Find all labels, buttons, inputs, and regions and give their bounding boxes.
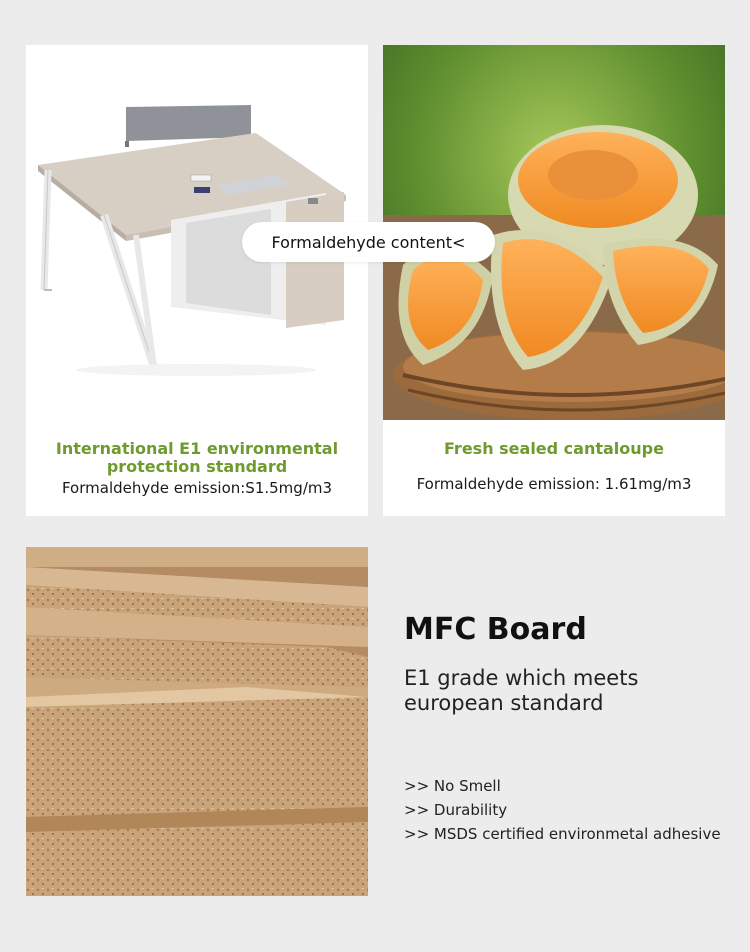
desk-caption-subtitle: Formaldehyde emission:S1.5mg/m3 <box>61 479 333 497</box>
mfc-board-title: MFC Board <box>404 612 587 647</box>
mfc-feature-list <box>404 774 734 846</box>
mfc-feature-item: >> MSDS certified environmetal adhesive <box>404 825 721 843</box>
mfc-feature-item: >> Durability <box>404 801 508 819</box>
mfc-board-description: E1 grade which meets european standard <box>404 666 639 715</box>
desk-caption <box>26 440 368 498</box>
cantaloupe-caption <box>383 440 725 494</box>
particle-board-image <box>26 547 368 896</box>
desk-caption-title: International E1 environmental protection standard <box>55 439 339 476</box>
desk-card <box>26 45 368 516</box>
formaldehyde-comparison-label: Formaldehyde content< <box>242 222 495 262</box>
mfc-board-info <box>404 612 734 716</box>
cantaloupe-caption-title: Fresh sealed cantaloupe <box>444 439 664 458</box>
mfc-feature-item: >> No Smell <box>404 777 501 795</box>
cantaloupe-card <box>383 45 725 516</box>
cantaloupe-caption-subtitle: Formaldehyde emission: 1.61mg/m3 <box>416 475 692 493</box>
